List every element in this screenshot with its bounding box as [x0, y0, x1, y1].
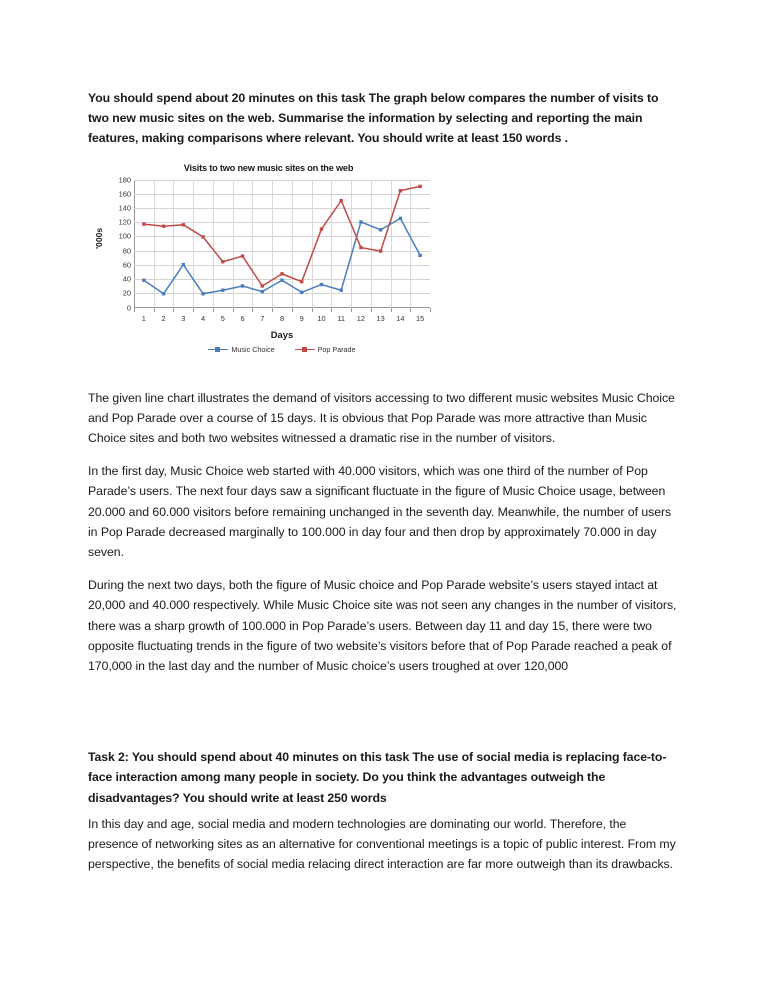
- chart-legend: [134, 345, 430, 354]
- chart-series-line: [144, 218, 420, 293]
- chart-x-tickmark: [154, 308, 155, 312]
- line-chart: [96, 163, 441, 358]
- chart-y-axis-label: '000s: [94, 227, 104, 249]
- chart-data-point: [261, 284, 264, 287]
- chart-data-point: [162, 224, 165, 227]
- task1-paragraphs: [88, 388, 678, 677]
- chart-series-line: [144, 186, 420, 286]
- chart-x-tick-label: 5: [220, 313, 225, 323]
- legend-color-swatch: [295, 346, 315, 353]
- chart-data-point: [162, 292, 165, 295]
- chart-data-point: [300, 280, 303, 283]
- chart-legend-item[interactable]: [295, 345, 356, 354]
- chart-x-tick-label: 15: [416, 313, 425, 323]
- chart-x-tickmark: [292, 308, 293, 312]
- chart-x-tick-label: 8: [279, 313, 285, 323]
- chart-data-point: [320, 282, 323, 285]
- chart-y-tick-label: 160: [118, 189, 131, 199]
- chart-plot-area: [118, 175, 430, 323]
- chart-y-tick-label: 0: [126, 303, 131, 313]
- chart-data-point: [300, 290, 303, 293]
- chart-data-point: [182, 223, 185, 226]
- chart-x-tickmark: [252, 308, 253, 312]
- chart-x-tick-label: 2: [161, 313, 166, 323]
- chart-x-tickmark: [351, 308, 352, 312]
- legend-color-swatch: [208, 346, 228, 353]
- task1-prompt: You should spend about 20 minutes on this task The graph below compares the number of visits to two new music sites on the web. Summarise the information by selecting and reporting the main features, making comparisons where relevant. You should write at least 150 words .: [88, 91, 659, 146]
- chart-x-tickmark: [371, 308, 372, 312]
- chart-y-tick-label: 120: [118, 217, 131, 227]
- chart-x-tickmark: [213, 308, 214, 312]
- chart-title: Visits to two new music sites on the web: [183, 162, 354, 173]
- chart-data-point: [201, 235, 204, 238]
- chart-x-tick-label: 3: [181, 313, 186, 323]
- body-paragraph: In this day and age, social media and modern technologies are dominating our world. Therefore, the presence of networking sites as an alternative for conventional meetings is a topic of public interest. From my perspective, the benefits of social media relacing direct interaction are far more outweigh than its drawbacks.: [88, 816, 676, 872]
- chart-data-point: [399, 216, 402, 219]
- legend-label: Pop Parade: [317, 344, 356, 354]
- chart-x-tickmark: [173, 308, 174, 312]
- chart-x-tick-label: 9: [299, 313, 304, 323]
- chart-x-tickmark: [331, 308, 332, 312]
- chart-x-tickmark: [134, 308, 135, 312]
- chart-x-tick-label: 11: [337, 313, 346, 323]
- chart-legend-item[interactable]: [208, 345, 274, 354]
- chart-data-point: [241, 254, 244, 257]
- chart-x-axis-label: Days: [270, 328, 294, 340]
- chart-data-point: [261, 290, 264, 293]
- chart-data-point: [221, 260, 224, 263]
- chart-x-tickmark: [233, 308, 234, 312]
- task2-prompt: Task 2: You should spend about 40 minutes on this task The use of social media is replacing face-to-face interaction among many people in society. Do you think the advantages outweigh the disadvantages? You should write at least 250 words: [88, 750, 667, 805]
- chart-x-tick-label: 6: [240, 313, 245, 323]
- chart-y-tick-label: 60: [122, 260, 131, 270]
- document-body: [88, 88, 678, 887]
- chart-x-tickmark: [312, 308, 313, 312]
- chart-data-point: [142, 278, 145, 281]
- chart-data-point: [241, 284, 244, 287]
- body-paragraph: In the first day, Music Choice web started with 40.000 visitors, which was one third of the number of Pop Parade’s users. The next four days saw a significant fluctuate in the figure of Music Choice usage, between 20.000 and 60.000 visitors before remaining unchanged in the seventh day. Meanwhile, the number of users in Pop Parade decreased marginally to 100.000 in day four and then drop by approximately 70.000 in day seven.: [88, 464, 672, 560]
- chart-data-point: [182, 263, 185, 266]
- chart-y-tick-label: 20: [122, 288, 131, 298]
- chart-data-point: [379, 228, 382, 231]
- chart-data-point: [418, 184, 421, 187]
- chart-data-point: [359, 220, 362, 223]
- body-paragraph: The given line chart illustrates the demand of visitors accessing to two different music websites Music Choice and Pop Parade over a course of 15 days. It is obvious that Pop Parade was more attractive than Music Choice sites and both two websites witnessed a dramatic rise in the number of visitors.: [88, 390, 675, 446]
- chart-y-tick-label: 100: [118, 231, 131, 241]
- chart-data-point: [340, 288, 343, 291]
- chart-data-point: [280, 278, 283, 281]
- chart-data-point: [280, 272, 283, 275]
- chart-data-point: [340, 199, 343, 202]
- chart-y-tick-label: 140: [118, 203, 131, 213]
- chart-x-tick-label: 13: [376, 313, 385, 323]
- body-paragraph: During the next two days, both the figure of Music choice and Pop Parade website’s users stayed intact at 20,000 and 40.000 respectively. While Music Choice site was not seen any changes in the number of visitors, there was a sharp growth of 100.000 in Pop Parade’s users. Between day 11 and day 15, there were two opposite fluctuating trends in the figure of two website’s visitors before that of Pop Parade reached a peak of 170,000 in the last day and the number of Music choice’s users troughed at over 120,000: [88, 578, 677, 674]
- chart-x-tick-label: 14: [396, 313, 405, 323]
- chart-x-tick-label: 12: [356, 313, 366, 323]
- section-spacer: [88, 689, 678, 737]
- chart-x-tickmark: [272, 308, 273, 312]
- chart-x-tickmark: [391, 308, 392, 312]
- chart-y-tick-label: 80: [122, 246, 131, 256]
- chart-data-point: [418, 253, 421, 256]
- chart-x-tick-label: 10: [317, 313, 326, 323]
- chart-series-layer: [134, 180, 430, 308]
- chart-x-tickmark: [430, 308, 431, 312]
- chart-data-point: [142, 222, 145, 225]
- chart-data-point: [359, 245, 362, 248]
- chart-x-tickmark: [410, 308, 411, 312]
- chart-y-tick-label: 180: [118, 175, 131, 185]
- legend-label: Music Choice: [231, 344, 275, 354]
- chart-y-tick-label: 40: [122, 274, 131, 284]
- chart-data-point: [379, 249, 382, 252]
- chart-data-point: [399, 189, 402, 192]
- chart-data-point: [221, 288, 224, 291]
- chart-x-tick-label: 1: [141, 313, 146, 323]
- chart-x-tick-label: 7: [260, 313, 265, 323]
- chart-x-tick-label: 4: [201, 313, 206, 323]
- chart-data-point: [320, 227, 323, 230]
- chart-data-point: [201, 292, 204, 295]
- chart-x-tickmark: [193, 308, 194, 312]
- task2-paragraphs: [88, 814, 678, 875]
